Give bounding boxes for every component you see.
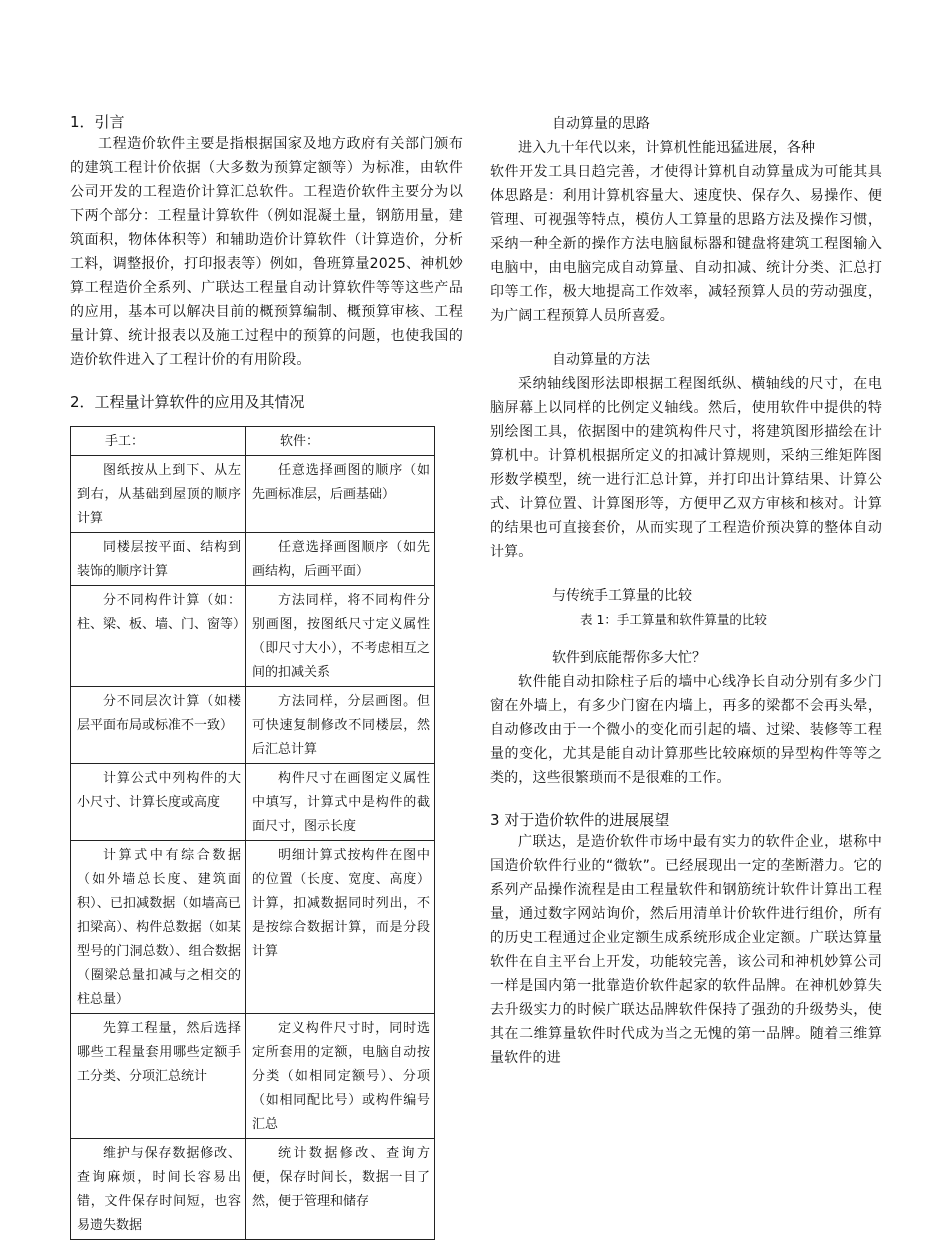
help-paragraph: 软件能自动扣除柱子后的墙中心线净长自动分别有多少门窗在外墙上，有多少门窗在内墙上，再多的梁都不会再头晕，自动修改由于一个微小的变化而引起的墙、过梁、装修等工程量的变化，尤其是能自动计算那些比较麻烦的异型构件等等之类的，这些很繁琐而不是很难的工作。 [490,674,882,786]
software-cell: 统计数据修改、查询方便，保存时间长，数据一目了然，便于管理和储存 [246,1139,435,1240]
table-row [71,456,435,533]
manual-cell: 同楼层按平面、结构到装饰的顺序计算 [71,533,246,586]
table-row [71,1014,435,1139]
help-title: 软件到底能帮你多大忙？ [552,650,706,666]
right-column [490,112,882,1070]
section-2-title: 2．工程量计算软件的应用及其情况 [70,393,305,411]
software-cell: 方法同样，分层画图。但可快速复制修改不同楼层，然后汇总计算 [246,687,435,764]
header-software: 软件： [246,427,435,456]
table-row [71,841,435,1014]
manual-cell: 计算式中有综合数据（如外墙总长度、建筑面积）、已扣减数据（如墙高已扣梁高）、构件总数据（如某型号的门洞总数）、组合数据（圈梁总量扣减与之相交的柱总量） [71,841,246,1014]
manual-cell: 维护与保存数据修改、查询麻烦，时间长容易出错，文件保存时间短，也容易遗失数据 [71,1139,246,1240]
section-1-title: 1．引言 [70,113,125,131]
software-cell: 构件尺寸在画图定义属性中填写，计算式中是构件的截面尺寸，图示长度 [246,764,435,841]
table-row [71,764,435,841]
manual-cell: 分不同层次计算（如楼层平面布局或标准不一致） [71,687,246,764]
auto-method-title: 自动算量的方法 [552,352,650,368]
software-cell: 定义构件尺寸时，同时选定所套用的定额，电脑自动按分类（如相同定额号）、分项（如相同配比号）或构件编号汇总 [246,1014,435,1139]
section-3-title: 3 对于造价软件的进展展望 [490,811,670,829]
auto-idea-paragraph-2: 软件开发工具日趋完善，才使得计算机自动算量成为可能其具体思路是：利用计算机容量大、速度快、保存久、易操作、便管理、可视强等特点，模仿人工算量的思路方法及操作习惯，采纳一种全新的操作方法电脑鼠标器和键盘将建筑工程图输入电脑中，由电脑完成自动算量、自动扣减、统计分类、汇总打印等工作，极大地提高工作效率，减轻预算人员的劳动强度，为广阔工程预算人员所喜爱。 [490,164,882,324]
auto-method-paragraph: 采纳轴线图形法即根据工程图纸纵、横轴线的尺寸，在电脑屏幕上以同样的比例定义轴线。然后，使用软件中提供的特别绘图工具，依据图中的建筑构件尺寸，将建筑图形描绘在计算机中。计算机根据所定义的扣减计算规则，采纳三维矩阵图形数学模型，统一进行汇总计算，并打印出计算结果、计算公式、计算位置、计算图形等，方便甲乙双方审核和核对。计算的结果也可直接套价，从而实现了工程造价预决算的整体自动计算。 [490,376,882,560]
table-header-row [71,427,435,456]
manual-cell: 分不同构件计算（如：柱、梁、板、墙、门、窗等） [71,586,246,687]
compare-title: 与传统手工算量的比较 [552,588,692,604]
section-3-paragraph: 广联达，是造价软件市场中最有实力的软件企业，堪称中国造价软件行业的“微软”。已经展现出一定的垄断潜力。它的系列产品操作流程是由工程量软件和钢筋统计软件计算出工程量，通过数字网站询价，然后用清单计价软件进行组价，所有的历史工程通过企业定额生成系统形成企业定额。广联达算量软件在自主平台上开发，功能较完善，该公司和神机妙算公司一样是国内第一批靠造价软件起家的软件品牌。在神机妙算失去升级实力的时候广联达品牌软件保持了强劲的升级势头，使其在二维算量软件时代成为当之无愧的第一品牌。随着三维算量软件的进 [490,834,882,1066]
table-row [71,1139,435,1240]
table-row [71,586,435,687]
software-cell: 任意选择画图的顺序（如先画标准层，后画基础） [246,456,435,533]
manual-cell: 计算公式中列构件的大小尺寸、计算长度或高度 [71,764,246,841]
header-manual: 手工： [71,427,246,456]
left-column [70,112,463,1240]
software-cell: 任意选择画图顺序（如先画结构，后画平面） [246,533,435,586]
table-row [71,687,435,764]
manual-cell: 图纸按从上到下、从左到右，从基础到屋顶的顺序计算 [71,456,246,533]
manual-cell: 先算工程量，然后选择哪些工程量套用哪些定额手工分类、分项汇总统计 [71,1014,246,1139]
software-cell: 明细计算式按构件在图中的位置（长度、宽度、高度）计算，扣减数据同时列出，不是按综合数据计算，而是分段计算 [246,841,435,1014]
software-cell: 方法同样，将不同构件分别画图，按图纸尺寸定义属性（即尺寸大小），不考虑相互之间的扣减关系 [246,586,435,687]
auto-idea-paragraph-1: 进入九十年代以来，计算机性能迅猛进展，各种 [518,140,816,156]
comparison-table [70,426,435,1240]
auto-idea-title: 自动算量的思路 [552,116,650,132]
table-caption: 表 1：手工算量和软件算量的比较 [580,612,767,627]
section-1-paragraph: 工程造价软件主要是指根据国家及地方政府有关部门颁布的建筑工程计价依据（大多数为预算定额等）为标准，由软件公司开发的工程造价计算汇总软件。工程造价软件主要分为以下两个部分：工程量计算软件（例如混凝土量，钢筋用量，建筑面积，物体体积等）和辅助造价计算软件（计算造价，分析工料，调整报价，打印报表等）例如，鲁班算量2025、神机妙算工程造价全系列、广联达工程量自动计算软件等等这些产品的应用，基本可以解决目前的概预算编制、概预算审核、工程量计算、统计报表以及施工过程中的预算的问题，也使我国的造价软件进入了工程计价的有用阶段。 [70,136,463,368]
table-row [71,533,435,586]
